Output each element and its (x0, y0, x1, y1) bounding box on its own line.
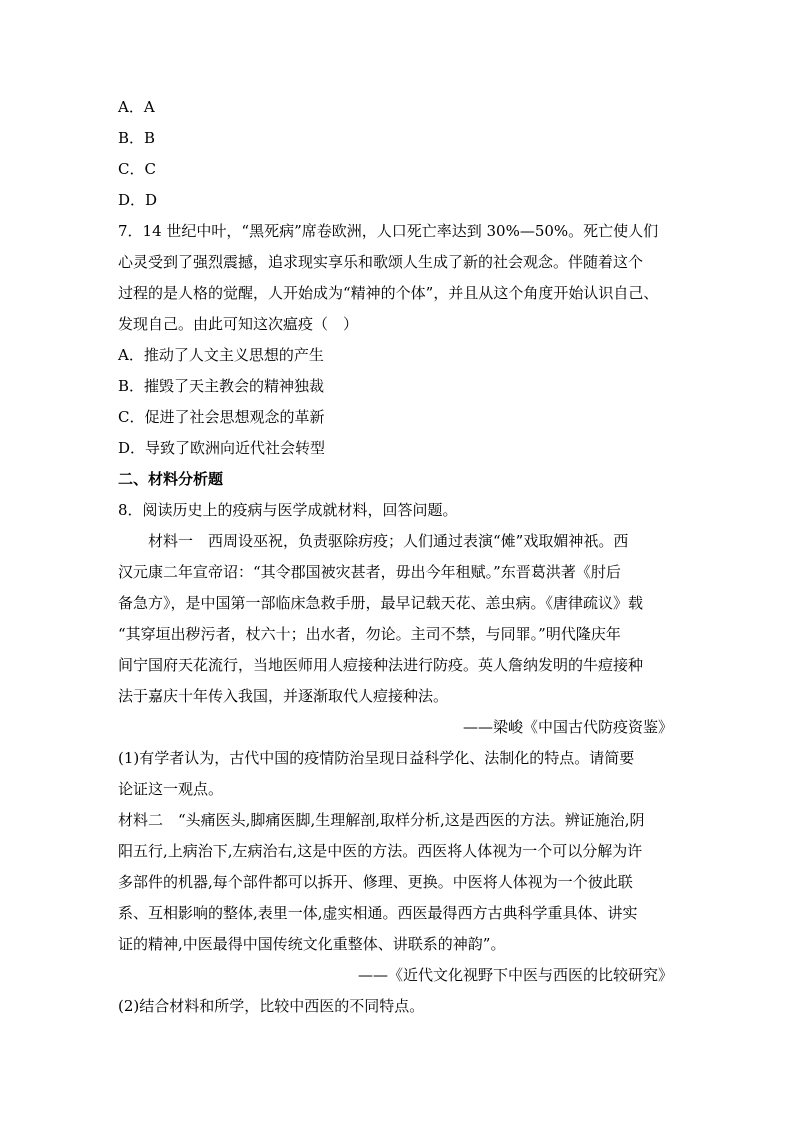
q7-option-d: D．导致了欧洲向近代社会转型 (118, 439, 326, 457)
material1-line: “其穿垣出秽污者，杖六十；出水者，勿论。主司不禁，与同罪。”明代隆庆年 (118, 625, 621, 643)
q7-stem-line: 发现自己。由此可知这次瘟疫（ ） (118, 315, 359, 333)
material2-line: 系、互相影响的整体,表里一体,虚实相通。西医最得西方古典科学重具体、讲实 (118, 904, 638, 922)
q6-option-d: D．D (118, 191, 158, 209)
question1-line: 论证这一观点。 (118, 780, 224, 798)
material1-source: ——梁峻《中国古代防疫资鉴》 (462, 718, 673, 736)
material2-line: 材料二 “头痛医头,脚痛医脚,生理解剖,取样分析,这是西医的方法。辨证施治,阴 (118, 811, 645, 829)
q6-option-a: A．A (118, 98, 155, 116)
question2: (2)结合材料和所学，比较中西医的不同特点。 (118, 997, 425, 1015)
q7-option-b: B．摧毁了天主教会的精神独裁 (118, 377, 325, 395)
q6-option-c: C．C (118, 160, 156, 178)
q7-stem-line: 7．14 世纪中叶，“黑死病”席卷欧洲，人口死亡率达到 30%—50%。死亡使人们 (118, 222, 659, 240)
question1-line: (1)有学者认为，古代中国的疫情防治呈现日益科学化、法制化的特点。请简要 (118, 749, 635, 767)
section-title: 二、材料分析题 (118, 470, 224, 488)
material1-line: 法于嘉庆十年传入我国，并逐渐取代人痘接种法。 (118, 687, 449, 705)
q7-stem-line: 心灵受到了强烈震撼，追求现实享乐和歌颂人生成了新的社会观念。伴随着这个 (118, 253, 644, 271)
material2-line: 证的精神,中医最得中国传统文化重整体、讲联系的神韵”。 (118, 935, 506, 953)
q7-option-a: A．推动了人文主义思想的产生 (118, 346, 324, 364)
material1-line: 间宁国府天花流行，当地医师用人痘接种法进行防疫。英人詹纳发明的牛痘接种 (118, 656, 644, 674)
material2-source: ——《近代文化视野下中医与西医的比较研究》 (357, 966, 673, 984)
material1-line: 备急方》，是中国第一部临床急救手册，最早记载天花、恙虫病。《唐律疏议》载 (118, 594, 644, 612)
q7-option-c: C．促进了社会思想观念的革新 (118, 408, 325, 426)
material1-line: 材料一 西周设巫祝，负责驱除疠疫；人们通过表演“傩”戏取媚神祇。西 (148, 532, 629, 550)
material2-line: 阳五行,上病治下,左病治右,这是中医的方法。西医将人体视为一个可以分解为许 (118, 842, 643, 860)
q8-stem: 8．阅读历史上的疫病与医学成就材料，回答问题。 (118, 501, 458, 519)
material1-line: 汉元康二年宣帝诏：“其令郡国被灾甚者，毋出今年租赋。”东晋葛洪著《肘后 (118, 563, 621, 581)
material2-line: 多部件的机器,每个部件都可以拆开、修理、更换。中医将人体视为一个彼此联 (118, 873, 633, 891)
q7-stem-line: 过程的是人格的觉醒，人开始成为“精神的个体”，并且从这个角度开始认识自己、 (118, 284, 659, 302)
q6-option-b: B．B (118, 129, 156, 147)
